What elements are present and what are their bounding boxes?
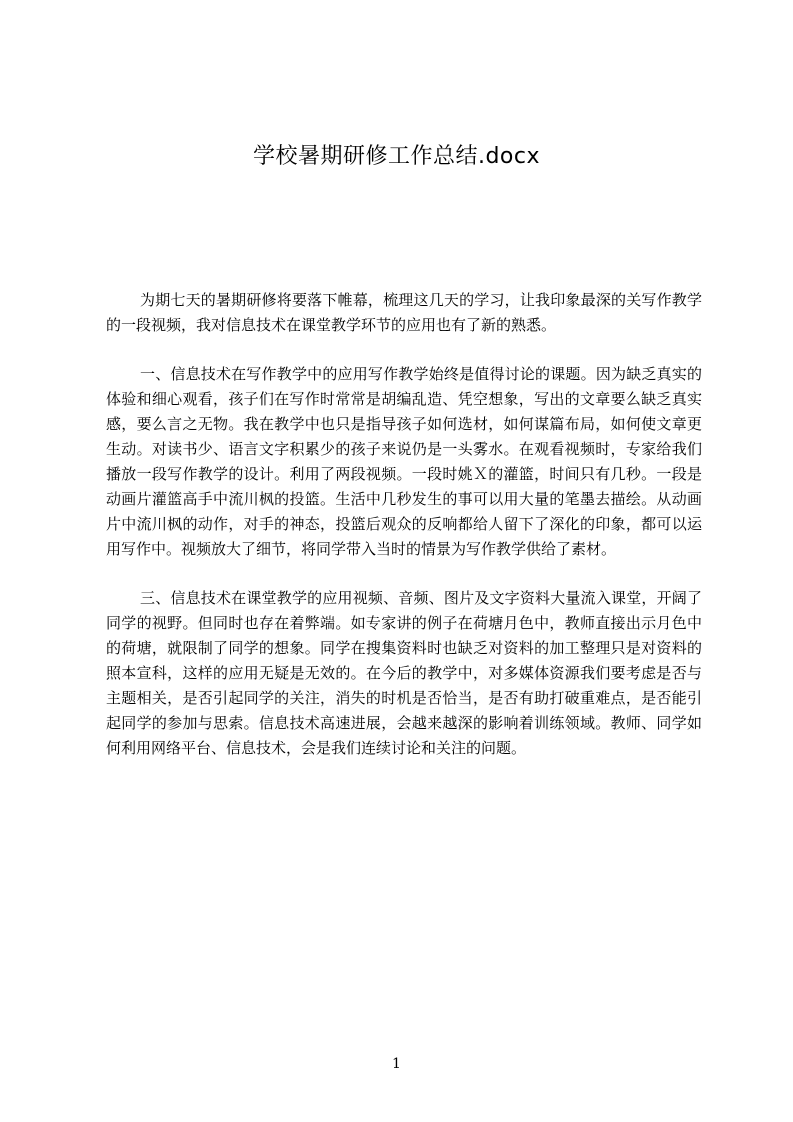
- document-body: [106, 288, 702, 785]
- paragraph-section-one: 一、信息技术在写作教学中的应用写作教学始终是值得讨论的课题。因为缺乏真实的体验和细心观看，孩子们在写作时常常是胡编乱造、凭空想象，写出的文章要么缺乏真实感，要么言之无物。我在教学中也只是指导孩子如何选材，如何谋篇布局，如何使文章更生动。对读书少、语言文字积累少的孩子来说仍是一头雾水。在观看视频时，专家给我们播放一段写作教学的设计。利用了两段视频。一段时姚Ｘ的灌篮，时间只有几秒。一段是动画片灌篮高手中流川枫的投篮。生活中几秒发生的事可以用大量的笔墨去描绘。从动画片中流川枫的动作，对手的神态，投篮后观众的反响都给人留下了深化的印象，都可以运用写作中。视频放大了细节，将同学带入当时的情景为写作教学供给了素材。: [106, 365, 702, 558]
- document-title: 学校暑期研修工作总结.docx: [252, 144, 541, 169]
- page-number: 1: [392, 1056, 401, 1072]
- paragraph-section-three: 三、信息技术在课堂教学的应用视频、音频、图片及文字资料大量流入课堂，开阔了同学的视野。但同时也存在着弊端。如专家讲的例子在荷塘月色中，教师直接出示月色中的荷塘，就限制了同学的想象。同学在搜集资料时也缺乏对资料的加工整理只是对资料的照本宣科，这样的应用无疑是无效的。在今后的教学中，对多媒体资源我们要考虑是否与主题相关，是否引起同学的关注，消失的时机是否恰当，是否有助打破重难点，是否能引起同学的参加与思索。信息技术高速进展，会越来越深的影响着训练领域。教师、同学如何利用网络平台、信息技术，会是我们连续讨论和关注的问题。: [106, 589, 702, 757]
- paragraph-intro: 为期七天的暑期研修将要落下帷幕，梳理这几天的学习，让我印象最深的关写作教学的一段视频，我对信息技术在课堂教学环节的应用也有了新的熟悉。: [106, 291, 702, 334]
